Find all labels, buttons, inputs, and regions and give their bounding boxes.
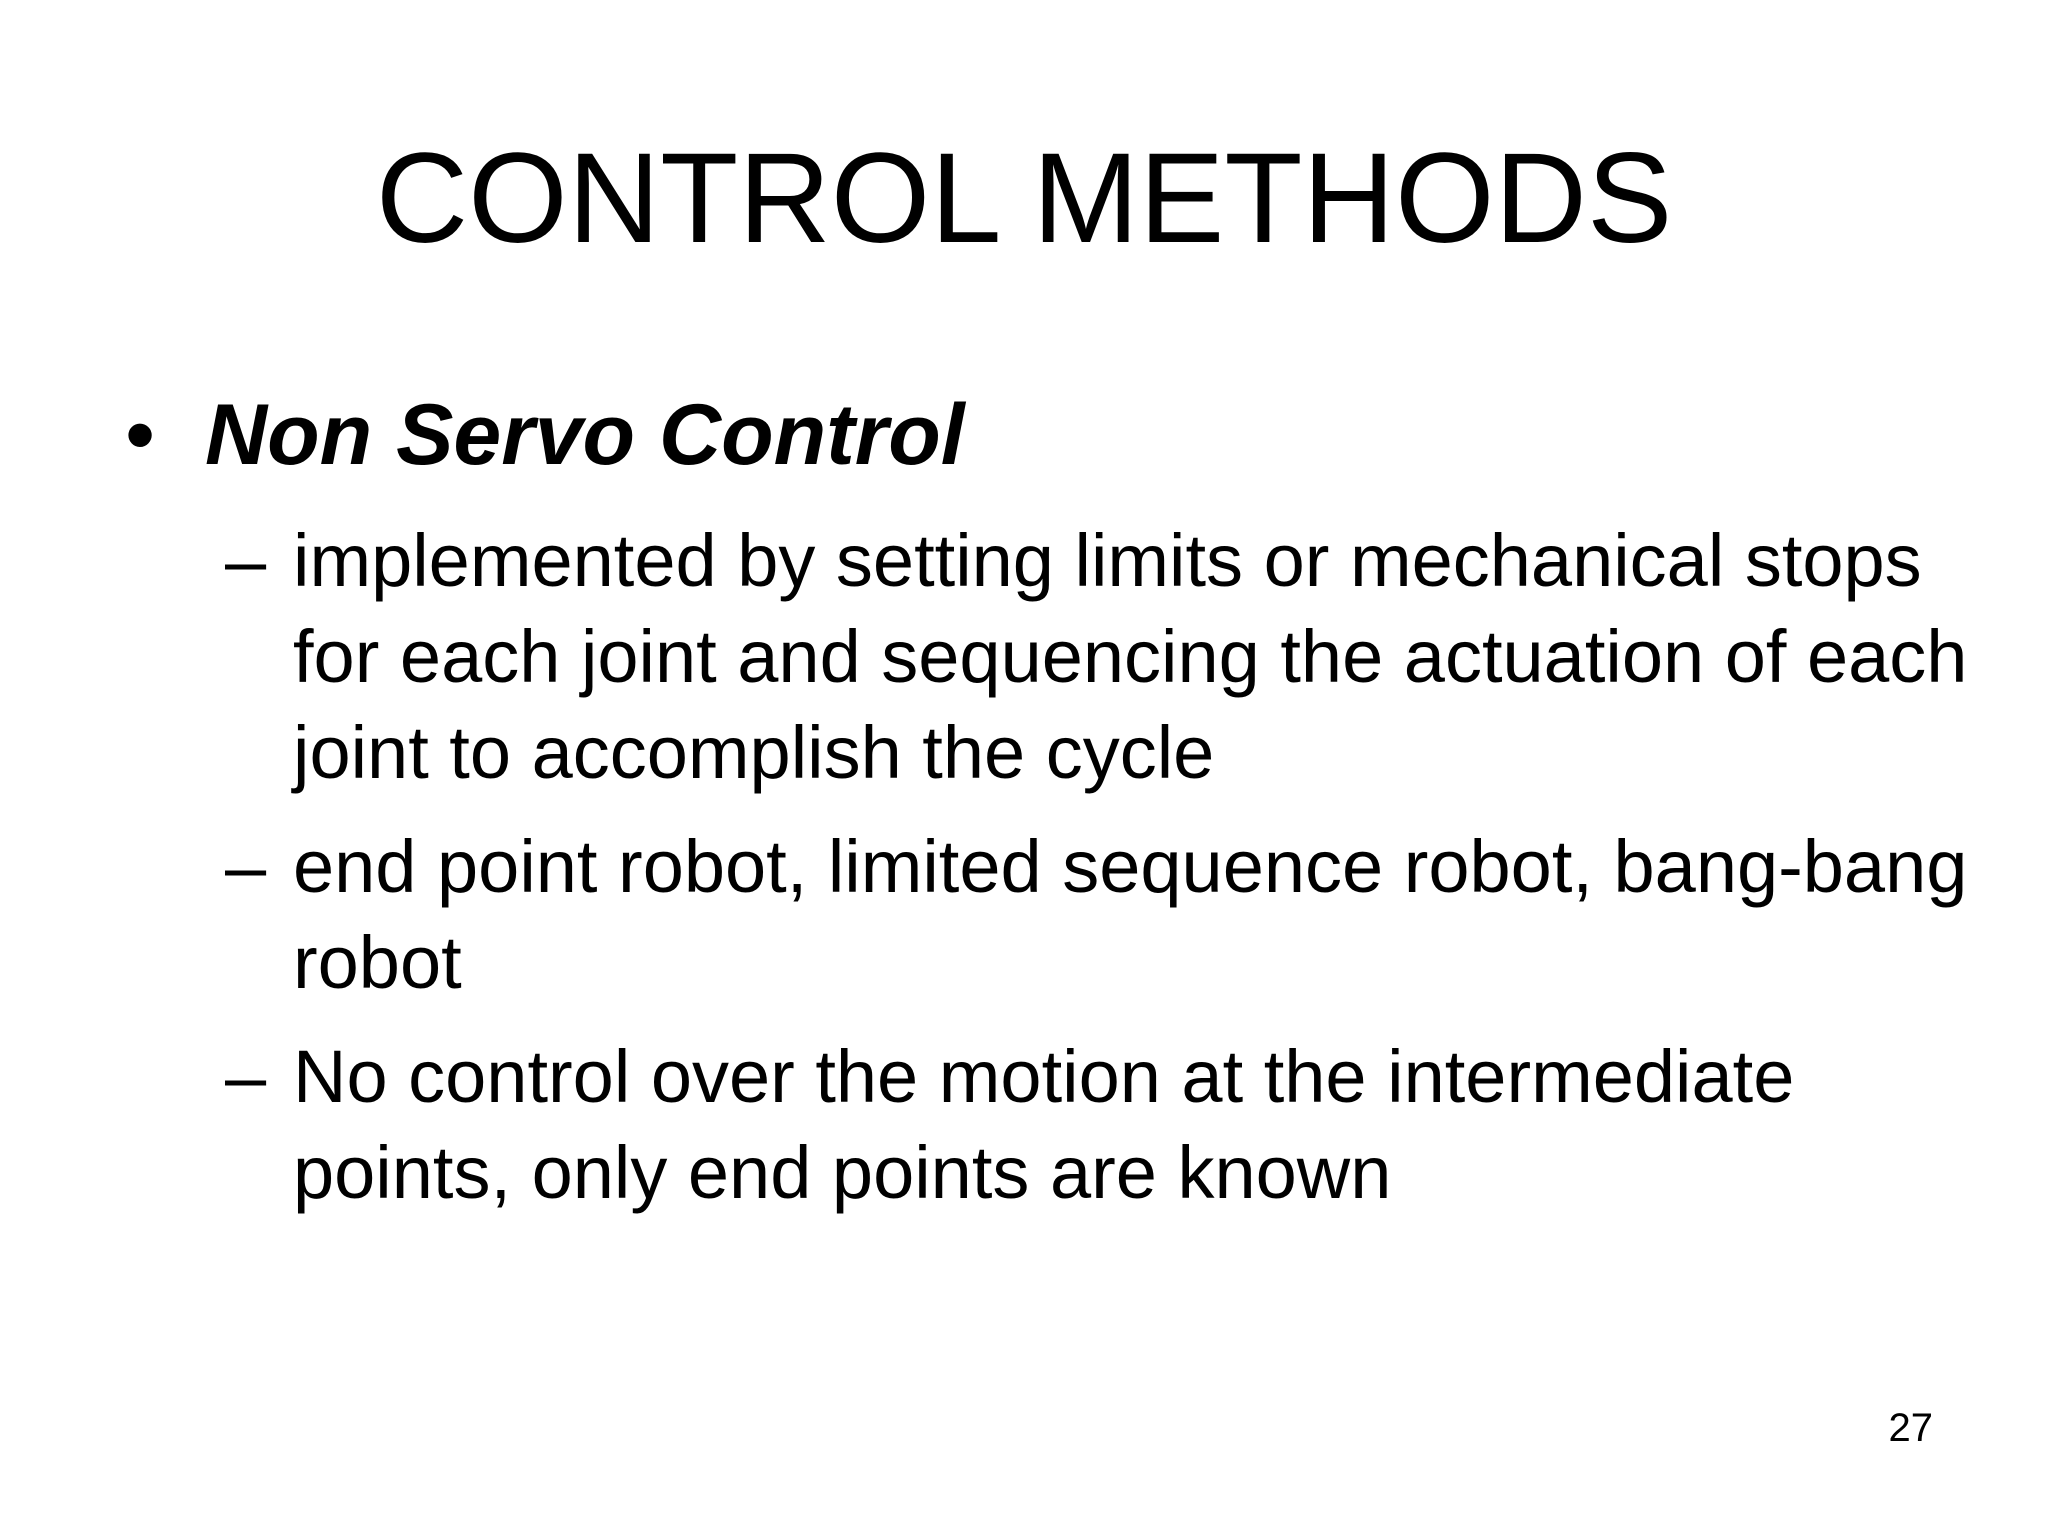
bullet-item <box>125 385 1925 485</box>
dash-icon: – <box>225 519 267 602</box>
dash-icon: – <box>225 825 267 908</box>
sub-bullet-text: implemented by setting limits or mechanical stops for each joint and sequencing the actuation of each joint to accomplish the cycle <box>293 519 1968 794</box>
sub-bullet-item <box>225 513 1985 801</box>
sub-bullet-item <box>225 819 1985 1011</box>
bullet-label: Non Servo Control <box>205 387 965 483</box>
page-number: 27 <box>1888 1406 1933 1450</box>
sub-bullet-text: end point robot, limited sequence robot, bang-bang robot <box>293 825 1968 1004</box>
sub-bullet-list <box>225 513 1985 1239</box>
bullet-icon: • <box>125 387 156 483</box>
sub-bullet-item <box>225 1029 1985 1221</box>
dash-icon: – <box>225 1035 267 1118</box>
slide-title: CONTROL METHODS <box>375 127 1673 270</box>
sub-bullet-text: No control over the motion at the intermediate points, only end points are known <box>293 1035 1795 1214</box>
